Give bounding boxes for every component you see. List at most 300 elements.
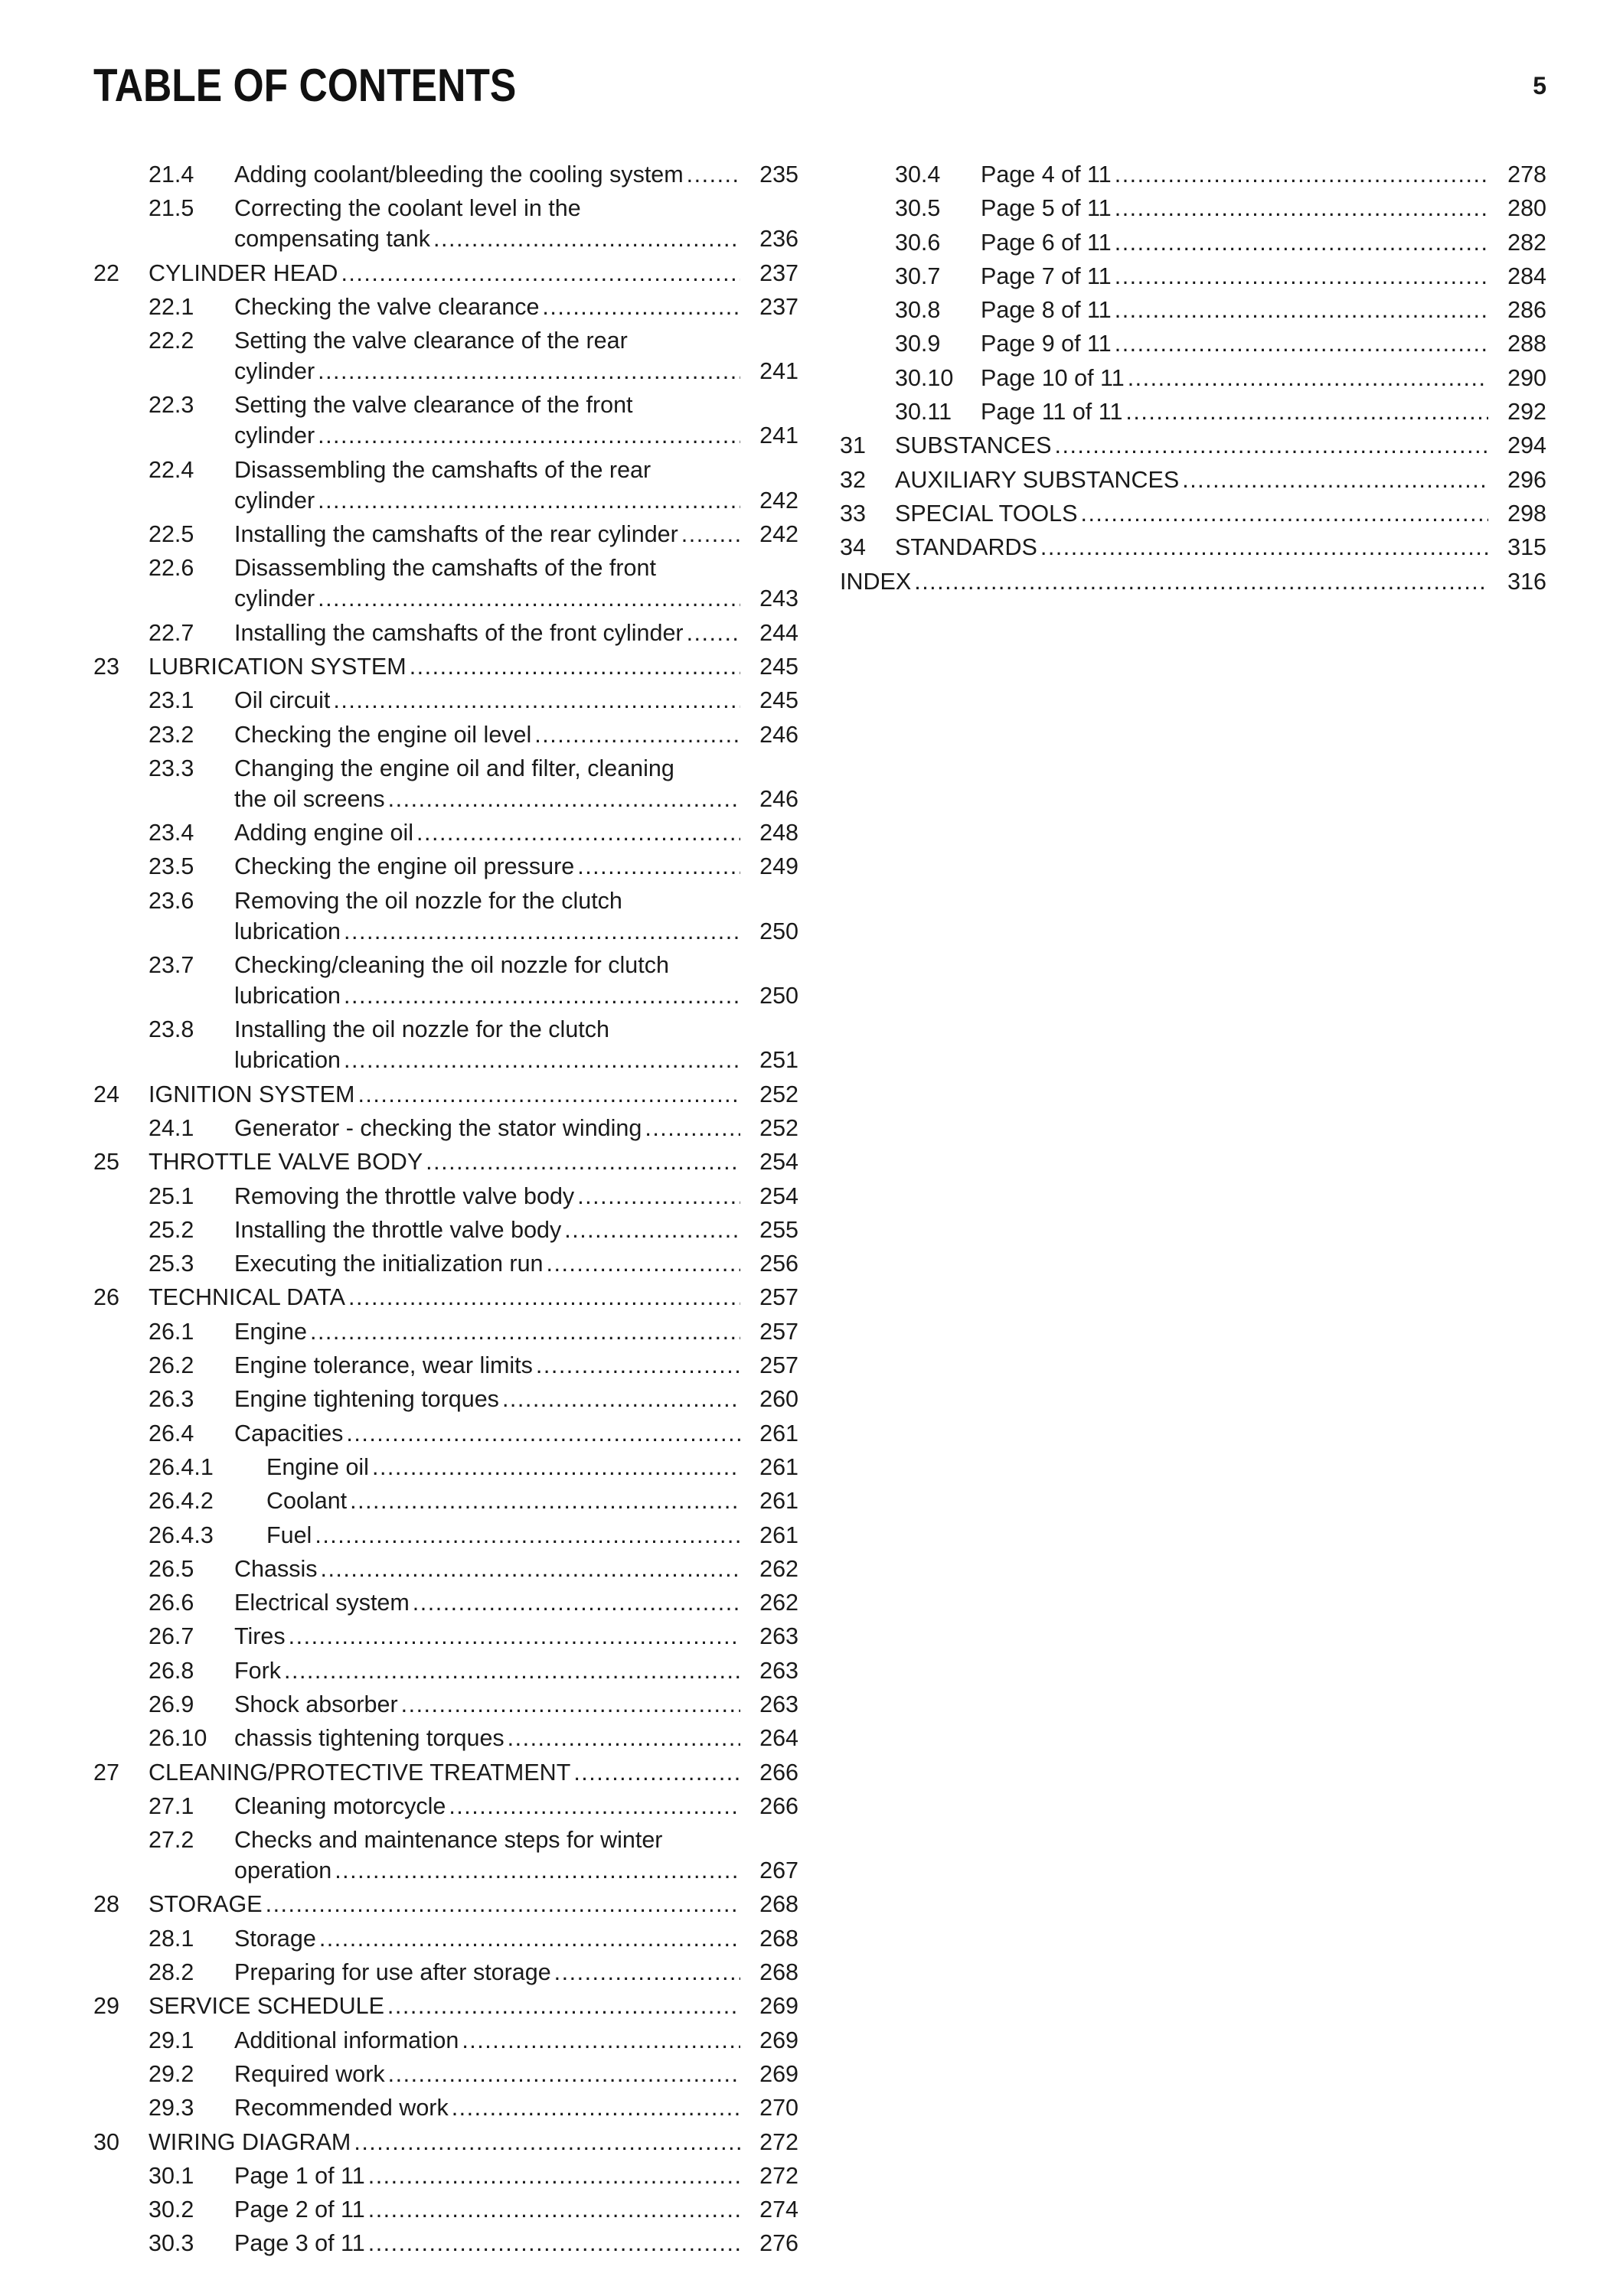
toc-entry-line <box>234 685 798 716</box>
toc-entry-number: 30.5 <box>895 195 941 222</box>
toc-entry-title: Installing the throttle valve body <box>234 1216 562 1243</box>
toc-entry-title-continued: lubrication <box>234 1047 341 1074</box>
toc-entry-line <box>895 430 1546 461</box>
toc-page-number: 269 <box>759 2027 798 2053</box>
toc-entry-line <box>234 1791 798 1821</box>
toc-entry[interactable] <box>93 1486 798 1516</box>
toc-entry-number: 23 <box>93 653 119 680</box>
toc-page-number: 251 <box>759 1047 798 1074</box>
dot-leader <box>266 1889 740 1919</box>
toc-entry[interactable] <box>840 430 1546 461</box>
toc-entry[interactable] <box>93 1991 798 2021</box>
toc-entry-title: Adding engine oil <box>234 820 414 846</box>
toc-entry-line <box>234 1113 798 1143</box>
toc-entry[interactable] <box>93 719 798 750</box>
toc-entry-line <box>149 1146 798 1177</box>
dot-leader <box>1125 396 1488 427</box>
toc-entry-line <box>234 1554 798 1584</box>
toc-page-number: 245 <box>759 687 798 714</box>
dot-leader <box>416 817 740 848</box>
dot-leader <box>344 916 740 947</box>
toc-entry[interactable] <box>93 685 798 716</box>
toc-entry[interactable] <box>93 2127 798 2157</box>
toc-entry[interactable] <box>93 1554 798 1584</box>
toc-entry-body <box>234 455 798 516</box>
toc-page-number: 254 <box>759 1149 798 1176</box>
toc-entry-line <box>266 1520 798 1551</box>
toc-entry[interactable] <box>93 258 798 289</box>
toc-entry-title: Changing the engine oil and filter, cleaning <box>234 755 674 781</box>
toc-entry-body <box>234 1248 798 1279</box>
toc-entry-line <box>234 1418 798 1449</box>
toc-entry-line <box>234 719 798 750</box>
toc-entry-line <box>234 2228 798 2258</box>
toc-page-number: 268 <box>759 1891 798 1918</box>
toc-entry-line <box>149 1282 798 1313</box>
toc-entry[interactable] <box>93 2194 798 2225</box>
toc-entry[interactable] <box>93 325 798 386</box>
toc-page-number: 267 <box>759 1857 798 1884</box>
dot-leader <box>318 485 740 516</box>
toc-entry-line <box>234 1655 798 1686</box>
toc-entry-body <box>981 159 1546 190</box>
toc-entry-body <box>234 851 798 882</box>
toc-entry-body <box>149 1757 798 1788</box>
toc-entry-title: Page 9 of 11 <box>981 331 1112 357</box>
toc-entry[interactable] <box>93 2161 798 2191</box>
toc-entry-title-continued: lubrication <box>234 983 341 1009</box>
toc-entry-title: Installing the camshafts of the front cylinder <box>234 619 684 646</box>
toc-entry[interactable] <box>93 1316 798 1347</box>
toc-entry[interactable] <box>93 1248 798 1279</box>
toc-page-number: 250 <box>759 983 798 1009</box>
toc-entry-title: Cleaning motorcycle <box>234 1792 446 1819</box>
dot-leader <box>914 566 1488 597</box>
toc-entry-line <box>234 1350 798 1381</box>
toc-entry-line <box>234 1014 798 1045</box>
toc-entry[interactable] <box>93 851 798 882</box>
toc-entry-body <box>234 1384 798 1414</box>
toc-page-number: 276 <box>759 2230 798 2257</box>
dot-leader <box>413 1587 740 1618</box>
toc-entry-line <box>234 519 798 550</box>
toc-page-number: 241 <box>759 422 798 449</box>
toc-entry[interactable] <box>840 159 1546 190</box>
toc-entry-body <box>234 2025 798 2056</box>
toc-entry-body <box>149 1282 798 1313</box>
toc-entry-body <box>234 1587 798 1618</box>
toc-entry-number: 30.8 <box>895 297 941 324</box>
toc-entry[interactable] <box>93 1723 798 1753</box>
toc-entry-body <box>981 363 1546 393</box>
toc-entry-title: Engine tolerance, wear limits <box>234 1352 533 1379</box>
toc-entry-line <box>149 1889 798 1919</box>
toc-entry-title: Required work <box>234 2060 385 2087</box>
toc-page-number: 252 <box>759 1114 798 1141</box>
toc-entry-number: 30.6 <box>895 229 941 256</box>
toc-entry-title: Disassembling the camshafts of the front <box>234 555 656 582</box>
toc-entry-body <box>149 1079 798 1110</box>
toc-entry[interactable] <box>93 618 798 648</box>
toc-entry-line <box>266 1452 798 1482</box>
toc-entry[interactable] <box>93 1079 798 1110</box>
dot-leader <box>536 1350 740 1381</box>
toc-entry-line <box>234 1045 798 1075</box>
toc-entry[interactable] <box>93 817 798 848</box>
toc-entry[interactable] <box>93 193 798 254</box>
toc-entry-body <box>234 2059 798 2089</box>
dot-leader <box>319 1923 740 1954</box>
toc-entry-number: 24.1 <box>149 1114 194 1141</box>
toc-entry-number: 26.4.1 <box>149 1453 214 1480</box>
toc-entry-number: 22.4 <box>149 456 194 483</box>
toc-entry-number: 30.2 <box>149 2197 194 2223</box>
toc-entry-title: IGNITION SYSTEM <box>149 1081 355 1107</box>
toc-entry-title: Page 1 of 11 <box>234 2162 365 2189</box>
toc-entry[interactable] <box>93 1146 798 1177</box>
toc-page-number: 263 <box>759 1623 798 1650</box>
dot-leader <box>344 980 740 1011</box>
toc-entry-body <box>149 2127 798 2157</box>
toc-entry-number: 23.3 <box>149 755 194 781</box>
toc-entry-number: 26.9 <box>149 1691 194 1717</box>
toc-entry-line <box>234 1215 798 1245</box>
toc-entry[interactable] <box>93 1587 798 1618</box>
toc-entry-number: 23.7 <box>149 952 194 979</box>
toc-entry-title: STANDARDS <box>895 534 1037 561</box>
toc-entry-title: Adding coolant/bleeding the cooling system <box>234 161 684 188</box>
toc-column-right <box>840 159 1546 600</box>
toc-entry-number: 29.2 <box>149 2060 194 2087</box>
toc-page-number: 257 <box>759 1284 798 1311</box>
dot-leader <box>1115 295 1488 325</box>
toc-page-number: 237 <box>759 293 798 320</box>
toc-entry[interactable] <box>840 295 1546 325</box>
toc-entry-number: 23.1 <box>149 687 194 714</box>
toc-entry[interactable] <box>93 1418 798 1449</box>
toc-entry-body <box>234 1621 798 1652</box>
dot-leader <box>333 685 740 716</box>
toc-entry-title-continued: operation <box>234 1857 332 1884</box>
toc-page-number: 284 <box>1507 263 1546 289</box>
toc-page-number: 263 <box>759 1657 798 1684</box>
toc-entry-number: 26.7 <box>149 1623 194 1650</box>
toc-entry-body <box>234 1215 798 1245</box>
toc-page-number: 272 <box>759 2128 798 2155</box>
toc-entry[interactable] <box>93 651 798 682</box>
toc-entry[interactable] <box>93 455 798 516</box>
toc-entry-body <box>234 719 798 750</box>
toc-page-number: 261 <box>759 1488 798 1515</box>
toc-entry[interactable] <box>93 1350 798 1381</box>
toc-entry-title-continued: cylinder <box>234 358 315 385</box>
dot-leader <box>348 1282 740 1313</box>
toc-entry[interactable] <box>840 363 1546 393</box>
dot-leader <box>462 2025 740 2056</box>
toc-entry-line <box>234 553 798 583</box>
dot-leader <box>508 1723 740 1753</box>
toc-page-number: 236 <box>759 226 798 253</box>
toc-entry-line <box>234 1587 798 1618</box>
toc-entry[interactable] <box>840 396 1546 427</box>
toc-entry[interactable] <box>93 390 798 451</box>
toc-entry[interactable] <box>93 292 798 322</box>
dot-leader <box>318 420 740 451</box>
toc-entry-number: 22.2 <box>149 328 194 354</box>
toc-entry-number: 23.8 <box>149 1016 194 1043</box>
toc-entry-number: 26.3 <box>149 1386 194 1413</box>
toc-entry-line <box>234 1181 798 1212</box>
toc-entry-body <box>981 328 1546 359</box>
toc-page-number: 286 <box>1507 297 1546 324</box>
toc-entry[interactable] <box>93 1282 798 1313</box>
toc-page-number: 256 <box>759 1251 798 1277</box>
toc-page-number: 288 <box>1507 331 1546 357</box>
toc-entry-body <box>895 532 1546 563</box>
toc-entry[interactable] <box>840 193 1546 223</box>
toc-entry-body <box>234 2228 798 2258</box>
toc-page-number: 257 <box>759 1318 798 1345</box>
toc-entry-number: 26.5 <box>149 1555 194 1582</box>
toc-entry-line <box>234 950 798 980</box>
toc-entry-title: AUXILIARY SUBSTANCES <box>895 466 1180 493</box>
dot-leader <box>564 1215 740 1245</box>
toc-entry[interactable] <box>93 2059 798 2089</box>
toc-page-number: 261 <box>759 1453 798 1480</box>
toc-entry[interactable] <box>93 519 798 550</box>
toc-entry[interactable] <box>93 1215 798 1245</box>
toc-page-number: 250 <box>759 918 798 944</box>
toc-entry[interactable] <box>93 1384 798 1414</box>
toc-entry[interactable] <box>93 1791 798 1821</box>
toc-entry-body <box>234 1554 798 1584</box>
toc-entry[interactable] <box>93 1689 798 1720</box>
toc-page-number: 280 <box>1507 195 1546 222</box>
toc-entry-line <box>234 485 798 516</box>
dot-leader <box>554 1957 740 1988</box>
toc-entry-number: 29 <box>93 1993 119 2020</box>
toc-entry-line <box>234 1248 798 1279</box>
toc-entry-number: 31 <box>840 432 866 459</box>
toc-entry[interactable] <box>93 1621 798 1652</box>
toc-entry-number: 33 <box>840 500 866 527</box>
toc-entry-number: 22.1 <box>149 293 194 320</box>
toc-entry-body <box>149 1889 798 1919</box>
toc-entry-line <box>234 1825 798 1855</box>
toc-entry[interactable] <box>93 1181 798 1212</box>
toc-entry-number: 30.9 <box>895 331 941 357</box>
toc-entry-body <box>981 193 1546 223</box>
toc-entry-line <box>981 328 1546 359</box>
dot-leader <box>426 1146 740 1177</box>
dot-leader <box>344 1045 740 1075</box>
toc-page-number: 237 <box>759 259 798 286</box>
toc-entry-title: Electrical system <box>234 1590 410 1616</box>
toc-entry-number: 30.3 <box>149 2230 194 2257</box>
dot-leader <box>502 1384 740 1414</box>
toc-entry[interactable] <box>840 261 1546 292</box>
toc-entry-body <box>234 1791 798 1821</box>
toc-entry[interactable] <box>840 532 1546 563</box>
toc-entry-line <box>234 193 798 223</box>
page-header <box>93 55 1546 116</box>
toc-entry-number: 28.1 <box>149 1925 194 1952</box>
toc-entry[interactable] <box>93 159 798 190</box>
toc-entry-title: Checking the engine oil level <box>234 721 532 748</box>
toc-entry[interactable] <box>840 566 1546 597</box>
toc-entry-line <box>149 1079 798 1110</box>
toc-entry-title: Fork <box>234 1657 281 1684</box>
toc-entry-number: 26.2 <box>149 1352 194 1379</box>
toc-entry-line <box>895 498 1546 529</box>
toc-page-number: 269 <box>759 1993 798 2020</box>
dot-leader <box>1115 159 1488 190</box>
toc-entry-title: Storage <box>234 1925 316 1952</box>
dot-leader <box>542 292 740 322</box>
toc-entry-number: 29.1 <box>149 2027 194 2053</box>
toc-page-number: 290 <box>1507 364 1546 391</box>
toc-page-number: 243 <box>759 585 798 612</box>
toc-entry-title: SPECIAL TOOLS <box>895 500 1078 527</box>
toc-entry-title: Recommended work <box>234 2095 449 2122</box>
toc-entry-title: Checking the valve clearance <box>234 293 540 320</box>
toc-entry-number: 34 <box>840 534 866 561</box>
toc-entry-number: 25 <box>93 1149 119 1176</box>
toc-entry-body <box>234 1723 798 1753</box>
toc-entry[interactable] <box>93 2025 798 2056</box>
toc-entry[interactable] <box>93 1452 798 1482</box>
toc-page-number: 262 <box>759 1590 798 1616</box>
toc-entry[interactable] <box>840 328 1546 359</box>
toc-entry[interactable] <box>93 1923 798 1954</box>
dot-leader <box>452 2092 740 2123</box>
toc-entry-body <box>234 1316 798 1347</box>
toc-entry[interactable] <box>93 1655 798 1686</box>
toc-page-number: 235 <box>759 161 798 188</box>
toc-entry-body <box>234 817 798 848</box>
toc-entry-title-continued: cylinder <box>234 585 315 612</box>
toc-entry[interactable] <box>93 2228 798 2258</box>
toc-entry-line <box>266 1486 798 1516</box>
toc-entry-number: 23.6 <box>149 887 194 914</box>
toc-entry-number: 25.2 <box>149 1216 194 1243</box>
toc-entry-body <box>234 1418 798 1449</box>
toc-entry[interactable] <box>840 498 1546 529</box>
toc-entry-number: 30.1 <box>149 2162 194 2189</box>
toc-entry-line <box>149 258 798 289</box>
toc-page-number: 252 <box>759 1081 798 1107</box>
toc-page-number: 246 <box>759 721 798 748</box>
dot-leader <box>335 1855 740 1886</box>
toc-entry-line <box>981 159 1546 190</box>
toc-entry-body <box>234 1689 798 1720</box>
toc-page-number: 241 <box>759 358 798 385</box>
toc-entry-line <box>234 2092 798 2123</box>
toc-entry-line <box>234 784 798 814</box>
toc-page-number: 294 <box>1507 432 1546 459</box>
toc-entry-title: Page 10 of 11 <box>981 364 1125 391</box>
toc-entry-title: Checks and maintenance steps for winter <box>234 1827 663 1854</box>
toc-entry-line <box>981 227 1546 258</box>
toc-entry-line <box>234 2194 798 2225</box>
toc-entry-body <box>981 261 1546 292</box>
toc-page-number: 278 <box>1507 161 1546 188</box>
toc-entry[interactable] <box>93 1889 798 1919</box>
dot-leader <box>1055 430 1488 461</box>
toc-entry[interactable] <box>93 753 798 814</box>
toc-page-number: 292 <box>1507 399 1546 426</box>
dot-leader <box>388 2059 740 2089</box>
toc-entry-body <box>234 193 798 254</box>
toc-column-left <box>93 159 798 2262</box>
toc-entry-line <box>981 396 1546 427</box>
toc-entry[interactable] <box>93 1825 798 1886</box>
toc-entry-line <box>234 1316 798 1347</box>
toc-entry[interactable] <box>93 950 798 1011</box>
toc-entry-body <box>234 325 798 386</box>
dot-leader <box>1080 498 1488 529</box>
toc-entry-number: 27.1 <box>149 1792 194 1819</box>
toc-entry-line <box>234 2025 798 2056</box>
toc-entry-number: 22.7 <box>149 619 194 646</box>
dot-leader <box>573 1757 740 1788</box>
toc-entry-body <box>234 1825 798 1886</box>
toc-entry-title: WIRING DIAGRAM <box>149 2128 351 2155</box>
toc-entry-number: 24 <box>93 1081 119 1107</box>
toc-entry-title: SERVICE SCHEDULE <box>149 1993 384 2020</box>
toc-entry[interactable] <box>93 2092 798 2123</box>
toc-entry-line <box>981 193 1546 223</box>
dot-leader <box>410 651 740 682</box>
toc-entry[interactable] <box>93 1014 798 1075</box>
toc-entry-number: 26.8 <box>149 1657 194 1684</box>
toc-entry[interactable] <box>840 465 1546 495</box>
toc-entry[interactable] <box>93 1757 798 1788</box>
toc-entry-title: Page 3 of 11 <box>234 2230 365 2257</box>
toc-entry[interactable] <box>93 1957 798 1988</box>
toc-entry-number: 26.6 <box>149 1590 194 1616</box>
toc-entry-number: 29.3 <box>149 2095 194 2122</box>
page-number: 5 <box>1533 72 1546 99</box>
toc-entry-title: Page 4 of 11 <box>981 161 1112 188</box>
toc-entry-body <box>234 2092 798 2123</box>
toc-entry-line <box>234 390 798 420</box>
toc-entry[interactable] <box>840 227 1546 258</box>
toc-entry-body <box>981 396 1546 427</box>
dot-leader <box>387 1991 740 2021</box>
dot-leader <box>681 519 740 550</box>
toc-page-number: 269 <box>759 2060 798 2087</box>
toc-entry-line <box>149 2127 798 2157</box>
toc-entry-number: 30 <box>93 2128 119 2155</box>
dot-leader <box>368 2194 740 2225</box>
toc-entry-body <box>234 390 798 451</box>
toc-entry[interactable] <box>93 1520 798 1551</box>
toc-entry-line <box>234 851 798 882</box>
toc-entry-body <box>234 1957 798 1988</box>
toc-entry[interactable] <box>93 1113 798 1143</box>
toc-entry-title: Preparing for use after storage <box>234 1959 551 1986</box>
toc-page-number: 244 <box>759 619 798 646</box>
dot-leader <box>320 1554 740 1584</box>
toc-entry-line <box>895 532 1546 563</box>
toc-entry-title-continued: cylinder <box>234 487 315 514</box>
toc-entry[interactable] <box>93 885 798 947</box>
toc-page-number: 254 <box>759 1182 798 1209</box>
toc-entry-body <box>234 1655 798 1686</box>
toc-entry[interactable] <box>93 553 798 614</box>
toc-entry-body <box>266 1520 798 1551</box>
